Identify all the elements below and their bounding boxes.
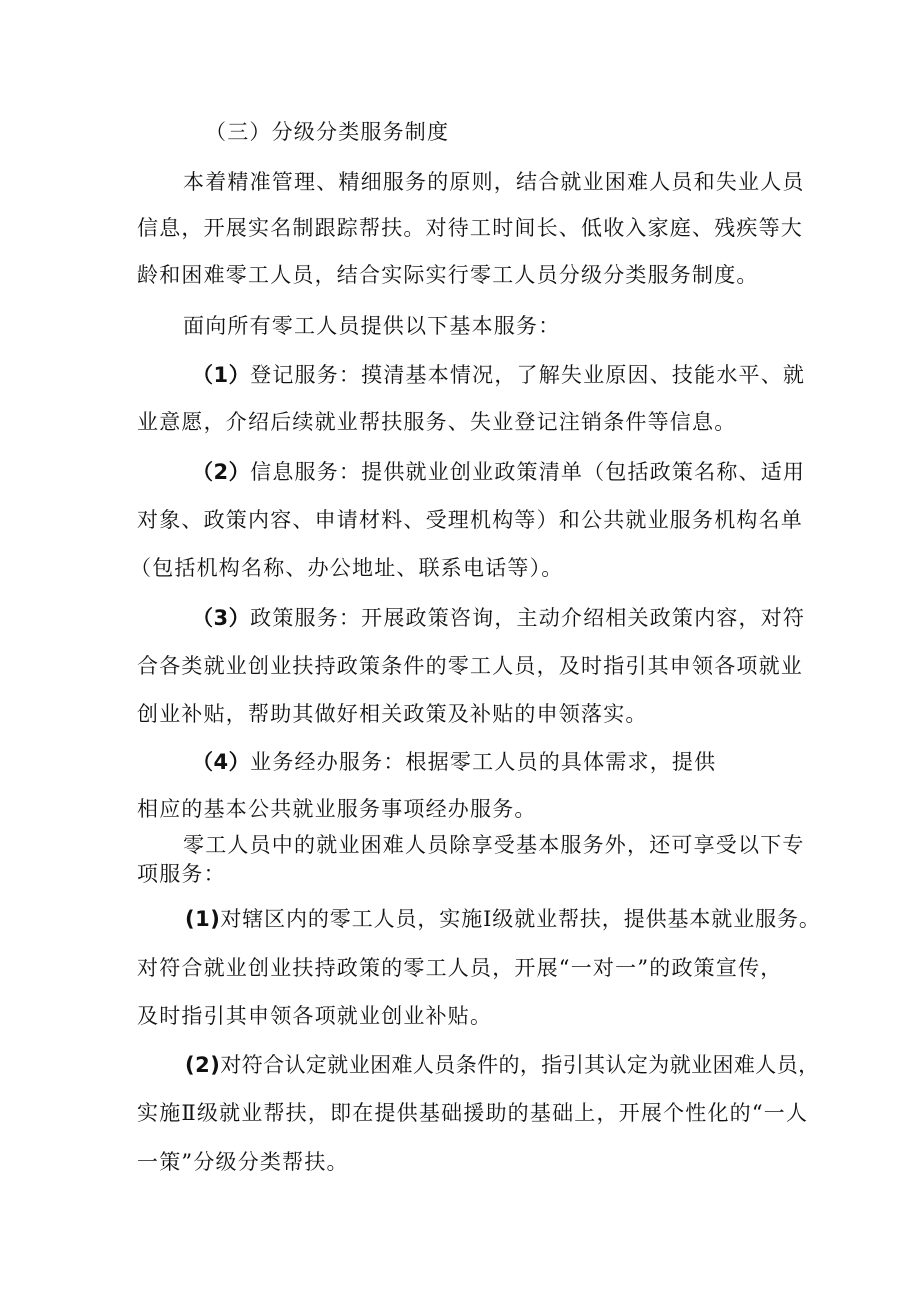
basic-service-item-2 (192, 458, 805, 486)
basic-service-item-line: 相应的基本公共就业服务事项经办服务。 (137, 797, 537, 821)
intro-paragraph-line: 龄和困难零工人员，结合实际实行零工人员分级分类服务制度。 (137, 263, 759, 287)
basic-service-item-line: 创业补贴，帮助其做好相关政策及补贴的申领落实。 (137, 702, 648, 726)
intro-paragraph-line: 信息，开展实名制跟踪帮扶。对待工时间长、低收入家庭、残疾等大 (137, 216, 803, 240)
special-service-item-line: 实施Ⅱ级就业帮扶，即在提供基础援助的基础上，开展个性化的“一人 (137, 1101, 809, 1125)
section-heading: （三）分级分类服务制度 (205, 120, 450, 144)
item-text: 对符合认定就业困难人员条件的，指引其认定为就业困难人员， (220, 1053, 820, 1077)
basic-service-item-4 (192, 748, 716, 776)
basic-service-item-1 (192, 361, 805, 389)
special-services-intro-line: 项服务： (137, 862, 226, 886)
basic-service-item-line: （包括机构名称、办公地址、联系电话等）。 (130, 556, 564, 580)
basic-service-item-line: 业意愿，介绍后续就业帮扶服务、失业登记注销条件等信息。 (137, 410, 737, 434)
item-number: (2) (185, 1053, 221, 1077)
basic-service-item-line: 对象、政策内容、申请材料、受理机构等）和公共就业服务机构名单 (137, 508, 803, 532)
special-services-intro-line: 零工人员中的就业困难人员除享受基本服务外，还可享受以下专 (183, 833, 805, 857)
item-text: 登记服务：摸清基本情况，了解失业原因、技能水平、就 (250, 363, 806, 387)
item-number: （2） (192, 460, 251, 484)
item-text: 信息服务：提供就业创业政策清单（包括政策名称、适用 (250, 460, 806, 484)
item-number: (1) (185, 907, 221, 931)
item-text: 业务经办服务：根据零工人员的具体需求，提供 (250, 750, 717, 774)
item-number: （3） (192, 606, 251, 630)
special-service-item-2 (185, 1051, 820, 1079)
special-service-item-line: 一策”分级分类帮扶。 (137, 1150, 349, 1174)
item-number: （4） (192, 750, 251, 774)
item-number: （1） (192, 363, 251, 387)
basic-services-intro: 面向所有零工人员提供以下基本服务： (183, 314, 561, 338)
basic-service-item-line: 合各类就业创业扶持政策条件的零工人员，及时指引其申领各项就业 (137, 654, 803, 678)
intro-paragraph-line: 本着精准管理、精细服务的原则，结合就业困难人员和失业人员 (183, 170, 805, 194)
special-service-item-line: 及时指引其申领各项就业创业补贴。 (137, 1004, 493, 1028)
special-service-item-1 (185, 905, 821, 933)
special-service-item-line: 对符合就业创业扶持政策的零工人员，开展“一对一”的政策宣传， (137, 956, 783, 980)
basic-service-item-3 (192, 604, 805, 632)
item-text: 对辖区内的零工人员，实施Ⅰ级就业帮扶，提供基本就业服务。 (220, 907, 821, 931)
item-text: 政策服务：开展政策咨询，主动介绍相关政策内容，对符 (250, 606, 806, 630)
